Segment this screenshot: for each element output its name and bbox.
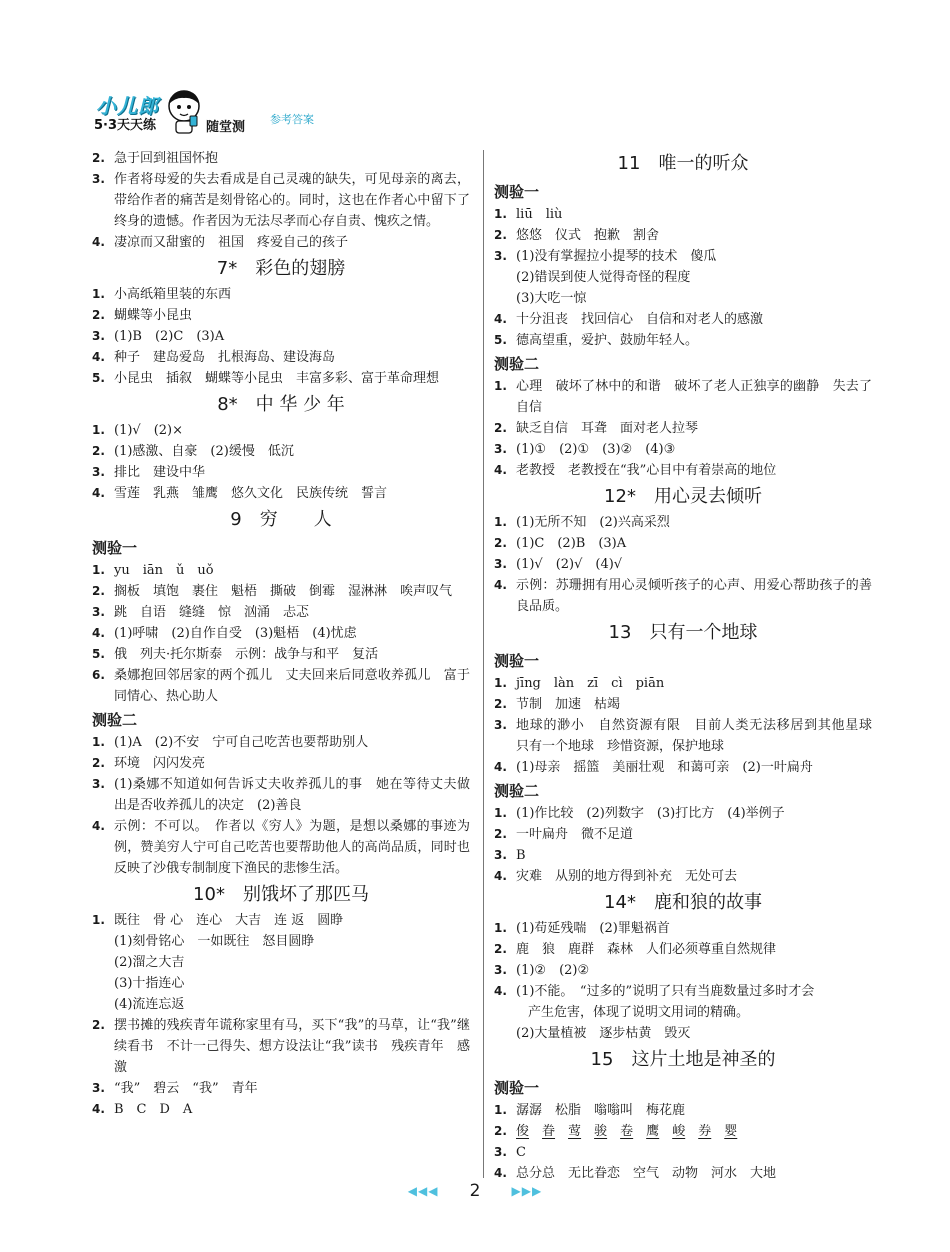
list-item: 3. (1)没有掌握拉小提琴的技术 傻瓜 <box>494 249 717 264</box>
page-number: 2 <box>469 1180 481 1201</box>
section-heading: 测验二 <box>494 355 540 373</box>
lesson-title: 7* 彩色的翅膀 <box>216 258 346 279</box>
list-item: 2. 鹿 狼 鹿群 森林 人们必须尊重自然规律 <box>494 942 777 957</box>
list-item: 2. 俊 眷 莺 骏 卷 鹰 峻 券 婴 <box>494 1121 872 1142</box>
section-heading: 测验二 <box>92 711 138 729</box>
list-item: 1. yu iān ǔ uǒ <box>92 563 214 578</box>
list-item: 2. 一叶扁舟 微不足道 <box>494 827 634 842</box>
list-item: 1. (1)A (2)不安 宁可自己吃苦也要帮助别人 <box>92 735 369 750</box>
sub-answer: (3)大吃一惊 <box>516 291 587 306</box>
list-item: 4. 种子 建岛爱岛 扎根海岛、建设海岛 <box>92 350 336 365</box>
list-item: 3. C <box>494 1145 526 1160</box>
list-item: 3. (1)B (2)C (3)A <box>92 329 225 344</box>
list-item: 4. (1)不能。 “过多的”说明了只有当鹿数量过多时才会 <box>494 984 815 999</box>
list-item: 2. 环境 闪闪发亮 <box>92 756 206 771</box>
list-item: 3. (1)① (2)① (3)② (4)③ <box>494 442 676 457</box>
section-heading: 测验二 <box>494 782 540 800</box>
section-heading: 测验一 <box>494 1079 540 1097</box>
next-arrows-icon: ▶▶▶ <box>511 1183 543 1198</box>
list-item: 2. 搁板 填饱 裹住 魁梧 撕破 倒霉 湿淋淋 唉声叹气 <box>92 584 453 599</box>
list-item: 1. 既往 骨 心 连心 大吉 连 返 圆睁 <box>92 913 344 928</box>
list-item: 1. (1)苟延残喘 (2)罪魁祸首 <box>494 921 670 936</box>
list-item: 4. 示例：苏珊拥有用心灵倾听孩子的心声、用爱心帮助孩子的善良品质。 <box>494 578 872 614</box>
underlined-characters: 俊 眷 莺 骏 卷 鹰 峻 券 婴 <box>516 1124 738 1139</box>
section-heading: 测验一 <box>92 539 138 557</box>
list-item: 5. 小昆虫 插叙 蝴蝶等小昆虫 丰富多彩、富于革命理想 <box>92 371 440 386</box>
list-item: 4. 雪莲 乳燕 雏鹰 悠久文化 民族传统 誓言 <box>92 486 388 501</box>
header <box>92 90 392 140</box>
list-item: 1. 潺潺 松脂 嗡嗡叫 梅花鹿 <box>494 1103 686 1118</box>
continued-answer: 产生危害，体现了说明文用词的精确。 <box>528 1005 750 1020</box>
prev-arrows-icon: ◀◀◀ <box>407 1183 439 1198</box>
column-divider <box>483 150 484 1178</box>
list-item: 4. 灾难 从别的地方得到补充 无处可去 <box>494 869 738 884</box>
brand-logo-text: 小儿郎 <box>96 94 159 118</box>
list-item: 5. 俄 列夫·托尔斯泰 示例：战争与和平 复活 <box>92 647 379 662</box>
list-item: 3. (1)√ (2)√ (4)√ <box>494 557 623 572</box>
list-item: 2. (1)C (2)B (3)A <box>494 536 627 551</box>
lesson-title: 14* 鹿和狼的故事 <box>604 892 762 913</box>
list-item: 1. 小高纸箱里装的东西 <box>92 287 232 302</box>
list-item: 4. 老教授 老教授在“我”心目中有着崇高的地位 <box>494 463 777 478</box>
section-heading: 测验一 <box>494 652 540 670</box>
list-item: 1. liū liù <box>494 207 563 222</box>
list-item: 4. (1)呼啸 (2)自作自受 (3)魁梧 (4)忧虑 <box>92 626 357 641</box>
list-item: 1. (1)无所不知 (2)兴高采烈 <box>494 515 670 530</box>
list-item: 4. B C D A <box>92 1102 193 1117</box>
product-logo-text: 随堂测 <box>206 120 246 135</box>
list-item: 4. 总分总 无比眷恋 空气 动物 河水 大地 <box>494 1166 777 1181</box>
list-item: 2. 节制 加速 枯竭 <box>494 697 621 712</box>
right-column <box>494 148 886 1184</box>
list-item: 4. 凄凉而又甜蜜的 祖国 疼爱自己的孩子 <box>92 235 349 250</box>
list-item: 2. 蝴蝶等小昆虫 <box>92 308 193 323</box>
answer-key-label: 参考答案 <box>270 113 314 126</box>
list-item: 3. B <box>494 848 526 863</box>
list-item: 5. 德高望重，爱护、鼓励年轻人。 <box>494 333 699 348</box>
list-item: 1. (1)√ (2)× <box>92 423 184 438</box>
lesson-title: 13 只有一个地球 <box>608 622 758 643</box>
lesson-title: 10* 别饿坏了那匹马 <box>193 884 369 905</box>
sub-answer: (2)大量植被 逐步枯黄 毁灭 <box>516 1026 691 1041</box>
sub-answer: (2)溜之大吉 <box>114 955 185 970</box>
sub-answer: (2)错误到使人觉得奇怪的程度 <box>516 270 691 285</box>
sub-answer: (4)流连忘返 <box>114 997 185 1012</box>
lesson-title: 11 唯一的听众 <box>617 153 749 174</box>
list-item: 4. (1)母亲 摇篮 美丽壮观 和蔼可亲 (2)一叶扁舟 <box>494 760 813 775</box>
list-item: 4. 示例：不可以。 作者以《穷人》为题，是想以桑娜的事迹为例，赞美穷人宁可自己吃苦也要帮助他人的高尚品质，同时也反映了沙俄专制制度下渔民的悲惨生活。 <box>92 819 470 876</box>
lesson-title: 9 穷 人 <box>230 509 332 530</box>
list-item: 3. 作者将母爱的失去看成是自己灵魂的缺失，可见母亲的离去，带给作者的痛苦是刻骨铭心的。同时，这也在作者心中留下了终身的遗憾。作者因为无法尽孝而心存自责、愧疚之情。 <box>92 172 470 229</box>
mascot-boy-icon <box>162 88 206 134</box>
series-logo-text: 5·3天天练 <box>94 118 157 133</box>
list-item: 3. 地球的渺小 自然资源有限 目前人类无法移居到其他星球 只有一个地球 珍惜资源，保护地球 <box>494 718 886 754</box>
list-item: 3. 排比 建设中华 <box>92 465 206 480</box>
list-item: 1. jīng làn zī cì piān <box>494 676 665 691</box>
list-item: 2. 缺乏自信 耳聋 面对老人拉琴 <box>494 421 699 436</box>
left-column <box>92 148 470 1120</box>
list-item: 3. 跳 自语 缝缝 惊 汹涌 忐忑 <box>92 605 310 620</box>
list-item: 3. (1)② (2)② <box>494 963 590 978</box>
list-item: 2. 摆书摊的残疾青年谎称家里有马，买下“我”的马草，让“我”继续看书 不计一己得失、想方设法让“我”读书 残疾青年 感激 <box>92 1018 470 1075</box>
sub-answer: (3)十指连心 <box>114 976 185 991</box>
list-item: 2. 急于回到祖国怀抱 <box>92 151 219 166</box>
list-item: 6. 桑娜抱回邻居家的两个孤儿 丈夫回来后同意收养孤儿 富于同情心、热心助人 <box>92 668 470 704</box>
sub-answer: (1)刻骨铭心 一如既往 怒目圆睁 <box>114 934 315 949</box>
list-item: 2. (1)感激、自豪 (2)缓慢 低沉 <box>92 444 294 459</box>
list-item: 2. 悠悠 仪式 抱歉 割舍 <box>494 228 660 243</box>
list-item: 3. “我” 碧云 “我” 青年 <box>92 1081 258 1096</box>
list-item: 1. (1)作比较 (2)列数字 (3)打比方 (4)举例子 <box>494 806 785 821</box>
page-footer <box>0 1180 950 1204</box>
lesson-title: 12* 用心灵去倾听 <box>604 486 762 507</box>
lesson-title: 15 这片土地是神圣的 <box>590 1049 776 1070</box>
list-item: 3. (1)桑娜不知道如何告诉丈夫收养孤儿的事 她在等待丈夫做出是否收养孤儿的决定 (2)善良 <box>92 777 470 813</box>
section-heading: 测验一 <box>494 183 540 201</box>
list-item: 1. 心理 破坏了林中的和谐 破坏了老人正独享的幽静 失去了自信 <box>494 379 872 415</box>
lesson-title: 8* 中 华 少 年 <box>217 394 345 415</box>
list-item: 4. 十分沮丧 找回信心 自信和对老人的感激 <box>494 312 764 327</box>
